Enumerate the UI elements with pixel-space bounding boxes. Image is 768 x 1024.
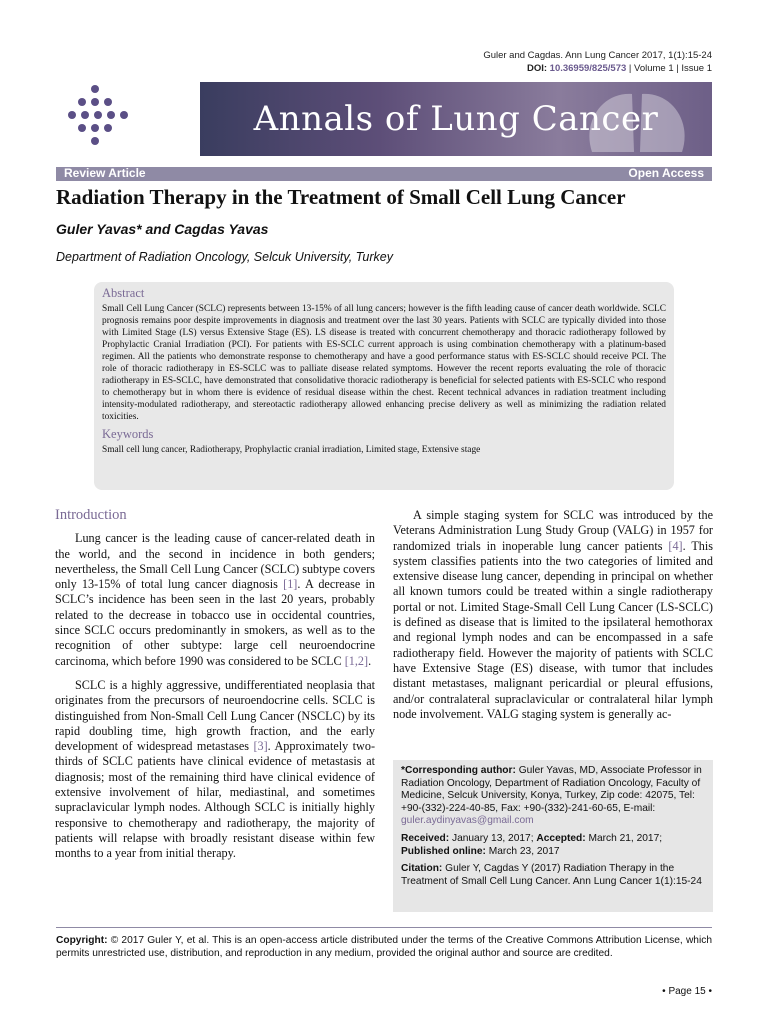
header-citation: Guler and Cagdas. Ann Lung Cancer 2017, 1(1):15-24	[483, 50, 712, 61]
article-affiliation: Department of Radiation Oncology, Selcuk University, Turkey	[56, 250, 393, 264]
open-access-badge: Open Access	[628, 166, 704, 180]
introduction-heading: Introduction	[55, 507, 127, 523]
abstract-box	[94, 282, 674, 490]
copyright-notice	[56, 934, 712, 960]
abstract-heading: Abstract	[102, 286, 145, 300]
accepted-date: March 21, 2017;	[585, 832, 663, 844]
intro-p2-text-b: . Approximately two-thirds of SCLC patients have clinical evidence of metastasis at diagnosis; most of the remaining third have clinical evidence of extensive involvement of hilar, mediastinal, and sometimes supraclavicular lymph nodes. Although SCLC is initially highly responsive to chemotherapy and radiotherapy, the majority of patients will relapse with broadly resistant disease within few months to a year from initial therapy.	[55, 739, 376, 861]
received-date: January 13, 2017;	[449, 832, 537, 844]
citation-label: Citation:	[401, 863, 443, 875]
accepted-label: Accepted:	[536, 832, 586, 844]
corresponding-author	[401, 765, 705, 828]
intro-p2-text-a: SCLC is a highly aggressive, undifferentiated neoplasia that originates from the precursors of neuroendocrine cells. SCLC is distinguished from Non-Small Cell Lung Cancer (NSCLC) by its rapid doubling time, high growth fraction, and the early development of widespread metastases	[55, 677, 375, 754]
left-column	[55, 508, 375, 862]
citation-link[interactable]: [4]	[668, 538, 683, 553]
intro-paragraph-2	[55, 678, 375, 862]
copyright-label: Copyright:	[56, 935, 108, 946]
intro-paragraph-3	[393, 508, 713, 722]
journal-banner	[200, 82, 712, 156]
dates	[401, 833, 705, 858]
page-number: • Page 15 •	[662, 986, 712, 997]
article-type: Review Article	[64, 166, 146, 180]
correspondence-box	[393, 760, 713, 912]
intro-p3-text-a: A simple staging system for SCLC was introduced by the Veterans Administration Lung Study Group (VALG) in 1957 for randomized trials in inoperable lung cancer patients	[393, 508, 713, 553]
intro-p1-text-b: . A decrease in SCLC’s incidence has been seen in the last 20 years, probably related to the decrease in tobacco use in occidental countries, since SCLC occurs predominantly in smokers, as well as to the recognition of other subtype: large cell neuroendocrine carcinoma, which before 1990 was considered to be SCLC	[55, 577, 375, 668]
volume-issue: | Volume 1 | Issue 1	[626, 63, 712, 74]
citation-link[interactable]: [3]	[253, 739, 268, 754]
header-meta	[483, 49, 712, 75]
header-doi-line	[483, 62, 712, 75]
footer-divider	[56, 927, 712, 928]
intro-p3-text-b: . This system classifies patients into the two categories of limited and extensive disease lung cancer, depending in principal on whether all known tumors could be treated within a single radiotherapy portal or not. Limited Stage-Small Cell Lung Cancer (LS-SCLC) is defined as disease that is limited to the ipsilateral hemothorax and regional lymph nodes and can be encompassed in a safe radiotherapy field. However the majority of patients with SCLC have Extensive Stage (ES) disease, with tumor that includes distant metastases, malignant pericardial or pleural effusions, and/or contralateral supraclavicular or contralateral hilar lymph node involvement. VALG staging system is generally ac-	[393, 538, 713, 721]
right-column	[393, 508, 713, 722]
journal-title: Annals of Lung Cancer	[253, 99, 659, 139]
received-label: Received:	[401, 832, 450, 844]
doi-label: DOI:	[526, 63, 548, 74]
published-label: Published online:	[401, 845, 486, 857]
keywords-heading: Keywords	[102, 427, 154, 441]
journal-logo-icon	[68, 82, 138, 152]
article-authors: Guler Yavas* and Cagdas Yavas	[56, 221, 269, 237]
corresponding-label: *Corresponding author:	[401, 765, 516, 776]
citation-link[interactable]: [1,2]	[344, 653, 369, 668]
abstract-text: Small Cell Lung Cancer (SCLC) represents between 13-15% of all lung cancers; however is the fifth leading cause of cancer death worldwide. SCLC prognosis remains poor despite improvements in diagnosis and treatment over the last 30 years. Patients with SCLC are typically divided into those with Limited Stage (LS) versus Extensive Stage (ES). LS disease is treated with concurrent chemotherapy and thoracic radiotherapy followed by Prophylactic Cranial Irradiation (PCI). For patients with ES-SCLC current approach is using combination chemotherapy with a platinum-based regimen. All the patients who demonstrate response to chemotherapy and have a good performance status with ES-SCLC should receive PCI. The role of thoracic radiotherapy in ES-SCLC was to palliate disease related symptoms. However the recent reports evaluating the role of thoracic radiotherapy in ES-SCLC, have demonstrated that consolidative thoracic radiotherapy is beneficial for selected patients with ES-SCLC who respond to chemotherapy but in whom there is evidence of residual disease within the chest. Recent technical advances in radiation treatment including intensity-modulated radiotherapy, and stereotactic radiotherapy allowed enhancing precise delivery as well as minimizing the radiation related toxicities.	[102, 304, 666, 422]
keywords-text: Small cell lung cancer, Radiotherapy, Prophylactic cranial irradiation, Limited stage, Extensive stage	[102, 445, 481, 455]
article-title: Radiation Therapy in the Treatment of Small Cell Lung Cancer	[56, 185, 626, 209]
copyright-text: © 2017 Guler Y, et al. This is an open-access article distributed under the terms of the Creative Commons Attribution License, which permits unrestricted use, distribution, and reproduction in any medium, provided the original author and source are credited.	[56, 935, 712, 959]
intro-p1-text-c: .	[368, 653, 372, 668]
email-link[interactable]: guler.aydinyavas@gmail.com	[401, 815, 534, 827]
citation-link[interactable]: [1]	[283, 577, 298, 592]
doi-link[interactable]: 10.36959/825/573	[549, 63, 627, 74]
corresponding-text: Guler Yavas, MD, Associate Professor in Radiation Oncology, Department of Radiation Oncology, Faculty of Medicine, Selcuk University, Konya, Turkey, Zip code: 42075, Tel: +90-(332)-224-40-85, Fax: +90-(332)-241-60-65, E-mail:	[401, 765, 702, 814]
intro-p1-text-a: Lung cancer is the leading cause of cancer-related death in the world, and the second in incidence in both genders; nevertheless, the Small Cell Lung Cancer (SCLC) subtype covers only 13-15% of total lung cancer diagnosis	[55, 531, 375, 592]
published-date: March 23, 2017	[485, 845, 560, 857]
intro-paragraph-1	[55, 531, 375, 669]
citation	[401, 863, 705, 888]
article-type-bar	[56, 167, 712, 181]
citation-text: Guler Y, Cagdas Y (2017) Radiation Therapy in the Treatment of Small Cell Lung Cancer. Ann Lung Cancer 1(1):15-24	[401, 863, 702, 887]
